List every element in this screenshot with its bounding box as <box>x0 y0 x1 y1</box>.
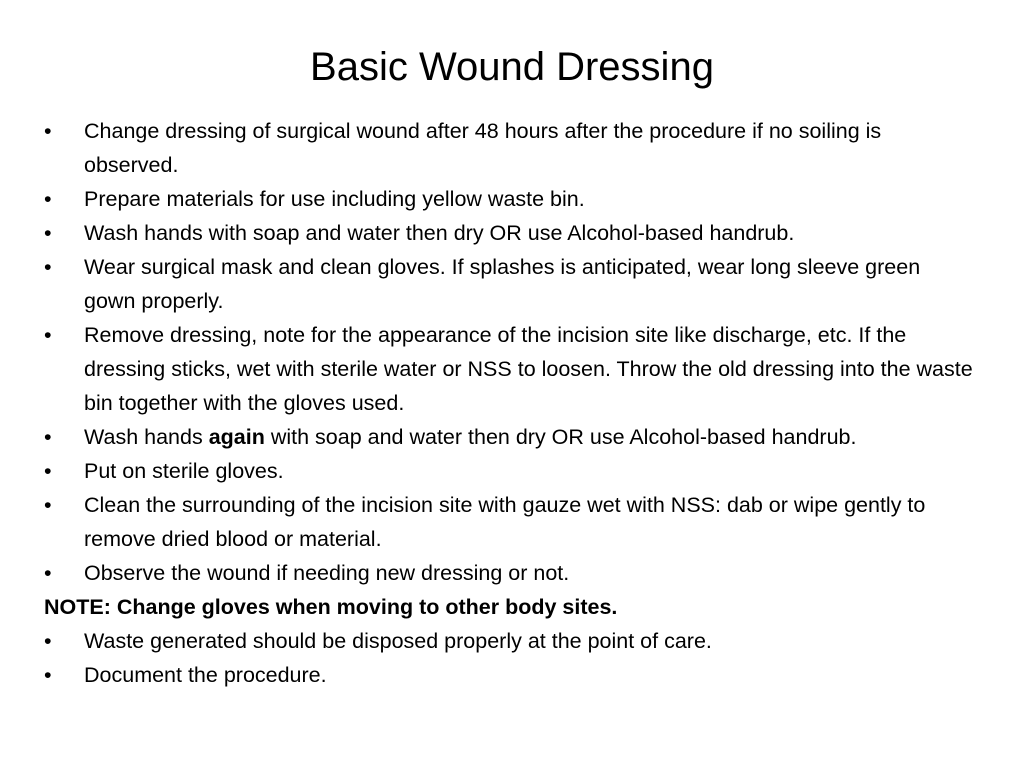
bullet-dot: • <box>44 425 52 449</box>
list-item-text: Document the procedure. <box>84 663 327 687</box>
list-item-text: Prepare materials for use including yellow waste bin. <box>84 187 585 211</box>
list-item <box>44 556 974 590</box>
list-item-text: Wear surgical mask and clean gloves. If splashes is anticipated, wear long sleeve green gown properly. <box>84 255 921 313</box>
list-item <box>44 624 974 658</box>
emphasis-text: again <box>208 425 265 449</box>
bullet-list <box>44 114 974 692</box>
note-text: NOTE: Change gloves when moving to other body sites. <box>44 595 618 619</box>
list-item <box>44 488 974 556</box>
list-item-text: Put on sterile gloves. <box>84 459 284 483</box>
list-item-text: Observe the wound if needing new dressing or not. <box>84 561 570 585</box>
list-item <box>44 454 974 488</box>
bullet-dot: • <box>44 629 52 653</box>
list-item-text-post: with soap and water then dry OR use Alcohol-based handrub. <box>264 425 857 449</box>
list-item-text: Clean the surrounding of the incision site with gauze wet with NSS: dab or wipe gently to remove dried blood or material. <box>84 493 926 551</box>
list-item <box>44 114 974 182</box>
list-item <box>44 216 974 250</box>
list-item-text: Waste generated should be disposed properly at the point of care. <box>84 629 712 653</box>
list-item-text: Change dressing of surgical wound after 48 hours after the procedure if no soiling is observed. <box>84 119 882 177</box>
bullet-dot: • <box>44 493 52 517</box>
list-item-text: Remove dressing, note for the appearance of the incision site like discharge, etc. If the dressing sticks, wet with sterile water or NSS to loosen. Throw the old dressing into the waste bin together with the gloves used. <box>84 323 973 415</box>
bullet-dot: • <box>44 255 52 279</box>
list-item <box>44 182 974 216</box>
bullet-dot: • <box>44 187 52 211</box>
bullet-dot: • <box>44 663 52 687</box>
bullet-dot: • <box>44 459 52 483</box>
bullet-dot: • <box>44 119 52 143</box>
bullet-dot: • <box>44 323 52 347</box>
list-item <box>44 420 974 454</box>
list-item-text: Wash hands with soap and water then dry OR use Alcohol-based handrub. <box>84 221 795 245</box>
bullet-dot: • <box>44 561 52 585</box>
list-item <box>44 658 974 692</box>
list-item <box>44 250 974 318</box>
list-item-text <box>84 425 856 449</box>
slide-title: Basic Wound Dressing <box>310 45 714 89</box>
list-item-text-pre: Wash hands <box>84 425 209 449</box>
list-item <box>44 318 974 420</box>
bullet-dot: • <box>44 221 52 245</box>
